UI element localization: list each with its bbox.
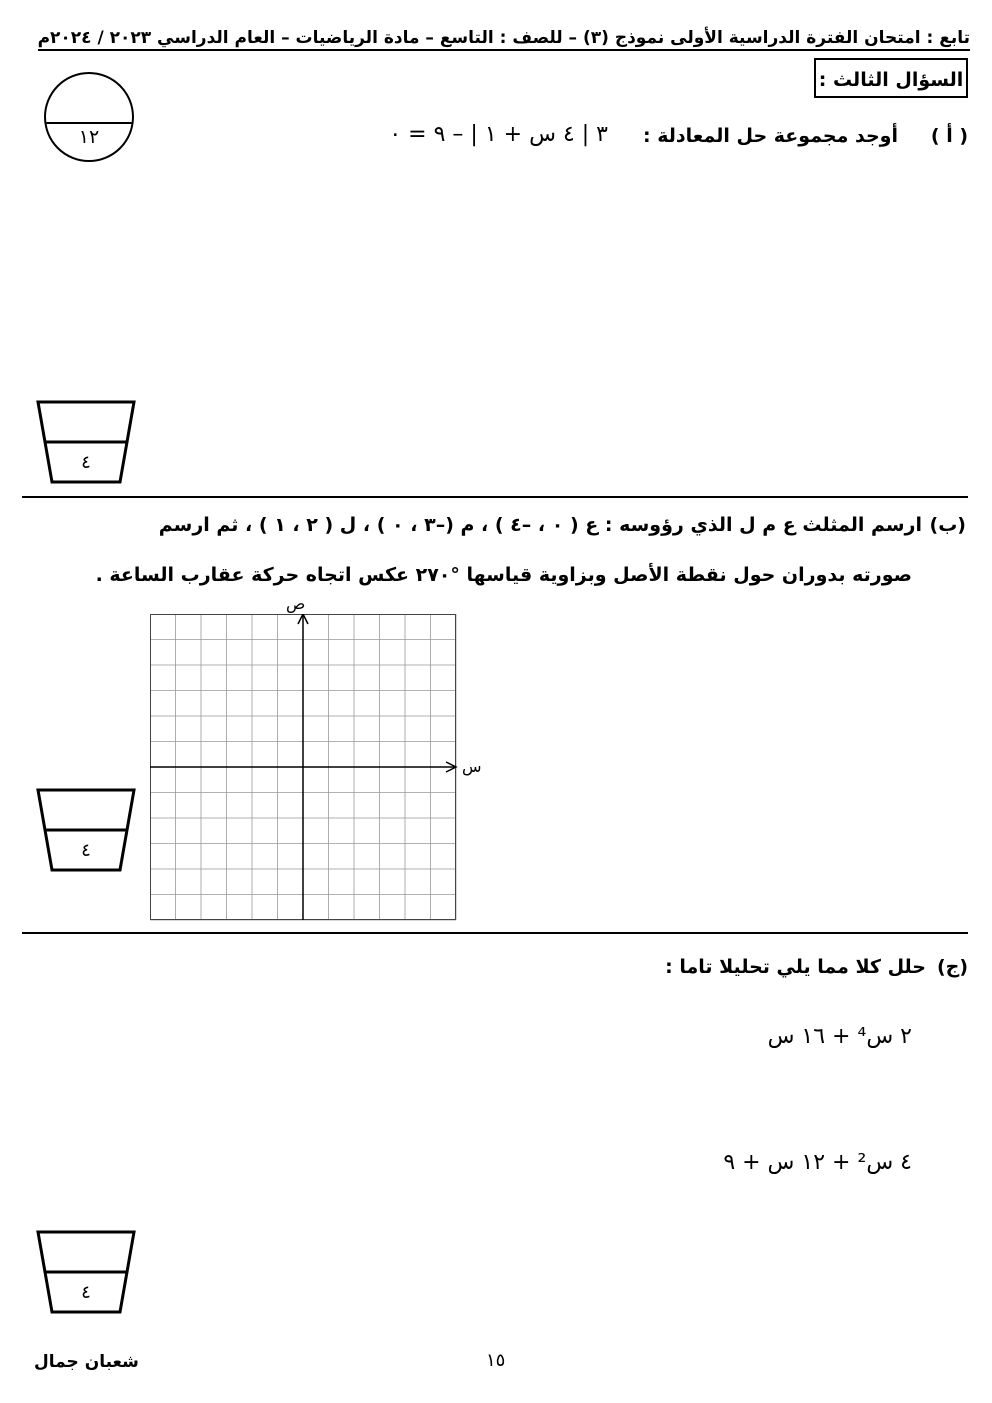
- total-score-circle: [44, 72, 134, 162]
- part-b-line1: ارسم المثلث ع م ل الذي رؤوسه : ع ( ٠ ، –٤ ) ، م (–٣ ، ٠ ) ، ل ( ٢ ، ١ ) ، ثم ارسم: [158, 514, 922, 536]
- author-name: شعبان جمال: [34, 1352, 139, 1372]
- part-b-line2: صورته بدوران حول نقطة الأصل وبزاوية قياسها °٢٧٠ عكس اتجاه حركة عقارب الساعة .: [95, 564, 912, 586]
- page-number: ١٥: [486, 1350, 506, 1371]
- exam-header: تابع : امتحان الفترة الدراسية الأولى نموذج (٣) – للصف : التاسع – مادة الرياضيات – العام الدراسي ٢٠٢٣ / ٢٠٢٤م: [38, 28, 970, 51]
- part-c-score-cup: [36, 1230, 136, 1314]
- part-c-label: (ج): [936, 956, 968, 978]
- part-c-score: ٤: [81, 1282, 91, 1303]
- question-title: السؤال الثالث :: [814, 58, 968, 98]
- part-a-score: ٤: [81, 452, 91, 473]
- coordinate-grid: [150, 614, 490, 928]
- x-axis-label: س: [462, 757, 482, 776]
- divider-2: [22, 932, 968, 934]
- divider-1: [22, 496, 968, 498]
- part-a-text: أوجد مجموعة حل المعادلة :: [643, 125, 898, 147]
- part-c-expr2: ٤ س² + ١٢ س + ٩: [723, 1150, 912, 1175]
- part-a-equation: ٣ | ٤ س + ١ | – ٩ = ٠: [389, 122, 608, 147]
- score-divider: [46, 122, 132, 124]
- part-b-score-cup: [36, 788, 136, 872]
- y-axis-label: ص: [286, 594, 306, 613]
- part-c-expr1: ٢ س⁴ + ١٦ س: [767, 1024, 912, 1049]
- part-a-score-cup: [36, 400, 136, 484]
- part-b-label: (ب): [929, 514, 966, 536]
- part-c-text: حلل كلا مما يلي تحليلا تاما :: [665, 956, 926, 978]
- total-score: ١٢: [78, 126, 100, 148]
- grid-svg: [150, 614, 490, 924]
- part-b-score: ٤: [81, 840, 91, 861]
- part-a-label: ( أ ): [930, 125, 968, 147]
